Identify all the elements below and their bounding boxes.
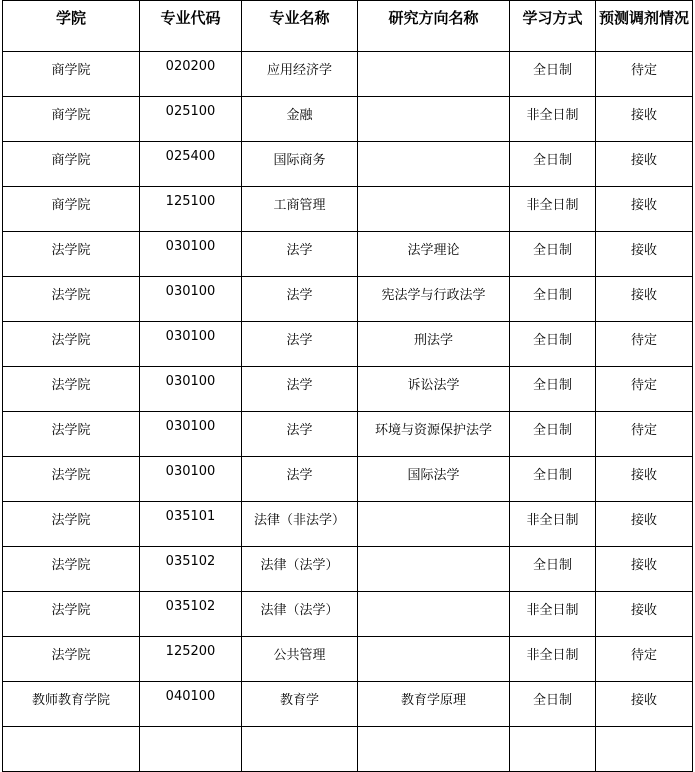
- cell-adjustment-status: 接收: [596, 277, 693, 322]
- cell-college: 法学院: [3, 637, 140, 682]
- cell-study-mode: [510, 727, 596, 772]
- cell-adjustment-status: 待定: [596, 412, 693, 457]
- adjustment-table-container: [2, 0, 692, 772]
- cell-major-name: 法学: [242, 322, 358, 367]
- cell-major-name: 法律（非法学）: [242, 502, 358, 547]
- cell-major-name: 应用经济学: [242, 52, 358, 97]
- cell-research-direction: 宪法学与行政法学: [358, 277, 510, 322]
- cell-college: 教师教育学院: [3, 682, 140, 727]
- cell-research-direction: [358, 97, 510, 142]
- cell-adjustment-status: 接收: [596, 232, 693, 277]
- cell-college: 商学院: [3, 187, 140, 232]
- cell-major-name: 法学: [242, 412, 358, 457]
- cell-adjustment-status: 接收: [596, 592, 693, 637]
- cell-major-code: 035102: [140, 592, 242, 637]
- cell-research-direction: [358, 727, 510, 772]
- cell-adjustment-status: [596, 727, 693, 772]
- cell-major-code: 035101: [140, 502, 242, 547]
- cell-research-direction: [358, 592, 510, 637]
- cell-major-name: 法学: [242, 457, 358, 502]
- header-adjustment-status: 预测调剂情况: [596, 1, 693, 52]
- cell-research-direction: [358, 547, 510, 592]
- table-row: [3, 142, 693, 187]
- cell-study-mode: 全日制: [510, 547, 596, 592]
- cell-college: 商学院: [3, 97, 140, 142]
- cell-major-code: 025400: [140, 142, 242, 187]
- table-row: [3, 727, 693, 772]
- table-row: [3, 412, 693, 457]
- header-major-name: 专业名称: [242, 1, 358, 52]
- cell-research-direction: [358, 142, 510, 187]
- cell-study-mode: 全日制: [510, 52, 596, 97]
- cell-research-direction: 环境与资源保护法学: [358, 412, 510, 457]
- cell-adjustment-status: 接收: [596, 142, 693, 187]
- cell-adjustment-status: 接收: [596, 682, 693, 727]
- cell-major-name: 法律（法学）: [242, 592, 358, 637]
- table-row: [3, 592, 693, 637]
- cell-adjustment-status: 接收: [596, 502, 693, 547]
- cell-study-mode: 全日制: [510, 682, 596, 727]
- table-row: [3, 277, 693, 322]
- cell-major-name: [242, 727, 358, 772]
- cell-research-direction: 教育学原理: [358, 682, 510, 727]
- cell-research-direction: 诉讼法学: [358, 367, 510, 412]
- table-row: [3, 97, 693, 142]
- table-row: [3, 457, 693, 502]
- cell-study-mode: 全日制: [510, 322, 596, 367]
- cell-major-code: 035102: [140, 547, 242, 592]
- header-research-direction: 研究方向名称: [358, 1, 510, 52]
- cell-adjustment-status: 待定: [596, 637, 693, 682]
- header-major-code: 专业代码: [140, 1, 242, 52]
- table-row: [3, 367, 693, 412]
- cell-study-mode: 全日制: [510, 277, 596, 322]
- cell-college: 法学院: [3, 367, 140, 412]
- cell-study-mode: 全日制: [510, 367, 596, 412]
- cell-college: 法学院: [3, 277, 140, 322]
- cell-college: 法学院: [3, 412, 140, 457]
- cell-study-mode: 非全日制: [510, 97, 596, 142]
- cell-adjustment-status: 接收: [596, 97, 693, 142]
- cell-major-code: 030100: [140, 232, 242, 277]
- table-row: [3, 682, 693, 727]
- cell-college: 法学院: [3, 592, 140, 637]
- cell-adjustment-status: 接收: [596, 457, 693, 502]
- cell-research-direction: [358, 502, 510, 547]
- cell-research-direction: 法学理论: [358, 232, 510, 277]
- cell-major-code: 030100: [140, 412, 242, 457]
- header-study-mode: 学习方式: [510, 1, 596, 52]
- cell-study-mode: 非全日制: [510, 187, 596, 232]
- cell-college: 商学院: [3, 142, 140, 187]
- adjustment-table: [2, 0, 693, 772]
- cell-major-name: 法学: [242, 367, 358, 412]
- cell-research-direction: 国际法学: [358, 457, 510, 502]
- header-college: 学院: [3, 1, 140, 52]
- cell-study-mode: 全日制: [510, 232, 596, 277]
- cell-major-name: 金融: [242, 97, 358, 142]
- table-row: [3, 322, 693, 367]
- cell-study-mode: 全日制: [510, 457, 596, 502]
- cell-major-code: 030100: [140, 367, 242, 412]
- cell-major-name: 法学: [242, 277, 358, 322]
- table-row: [3, 187, 693, 232]
- header-row: [3, 1, 693, 52]
- cell-adjustment-status: 待定: [596, 322, 693, 367]
- table-row: [3, 502, 693, 547]
- cell-adjustment-status: 接收: [596, 187, 693, 232]
- table-row: [3, 232, 693, 277]
- cell-study-mode: 非全日制: [510, 637, 596, 682]
- cell-major-code: 125200: [140, 637, 242, 682]
- cell-major-code: [140, 727, 242, 772]
- cell-college: 法学院: [3, 547, 140, 592]
- cell-college: 商学院: [3, 52, 140, 97]
- cell-research-direction: [358, 52, 510, 97]
- cell-research-direction: 刑法学: [358, 322, 510, 367]
- cell-adjustment-status: 待定: [596, 367, 693, 412]
- cell-college: 法学院: [3, 322, 140, 367]
- cell-adjustment-status: 接收: [596, 547, 693, 592]
- table-body: [3, 52, 693, 772]
- cell-major-name: 法学: [242, 232, 358, 277]
- cell-research-direction: [358, 637, 510, 682]
- cell-study-mode: 全日制: [510, 142, 596, 187]
- cell-college: 法学院: [3, 457, 140, 502]
- cell-major-name: 法律（法学）: [242, 547, 358, 592]
- cell-major-name: 国际商务: [242, 142, 358, 187]
- cell-study-mode: 非全日制: [510, 502, 596, 547]
- cell-college: [3, 727, 140, 772]
- cell-major-code: 125100: [140, 187, 242, 232]
- cell-major-code: 040100: [140, 682, 242, 727]
- cell-major-code: 030100: [140, 277, 242, 322]
- cell-major-code: 025100: [140, 97, 242, 142]
- table-row: [3, 52, 693, 97]
- cell-major-name: 教育学: [242, 682, 358, 727]
- cell-major-code: 030100: [140, 457, 242, 502]
- cell-major-code: 020200: [140, 52, 242, 97]
- cell-study-mode: 全日制: [510, 412, 596, 457]
- cell-research-direction: [358, 187, 510, 232]
- cell-study-mode: 非全日制: [510, 592, 596, 637]
- cell-major-name: 工商管理: [242, 187, 358, 232]
- cell-major-name: 公共管理: [242, 637, 358, 682]
- cell-major-code: 030100: [140, 322, 242, 367]
- cell-college: 法学院: [3, 232, 140, 277]
- table-row: [3, 547, 693, 592]
- table-row: [3, 637, 693, 682]
- cell-college: 法学院: [3, 502, 140, 547]
- cell-adjustment-status: 待定: [596, 52, 693, 97]
